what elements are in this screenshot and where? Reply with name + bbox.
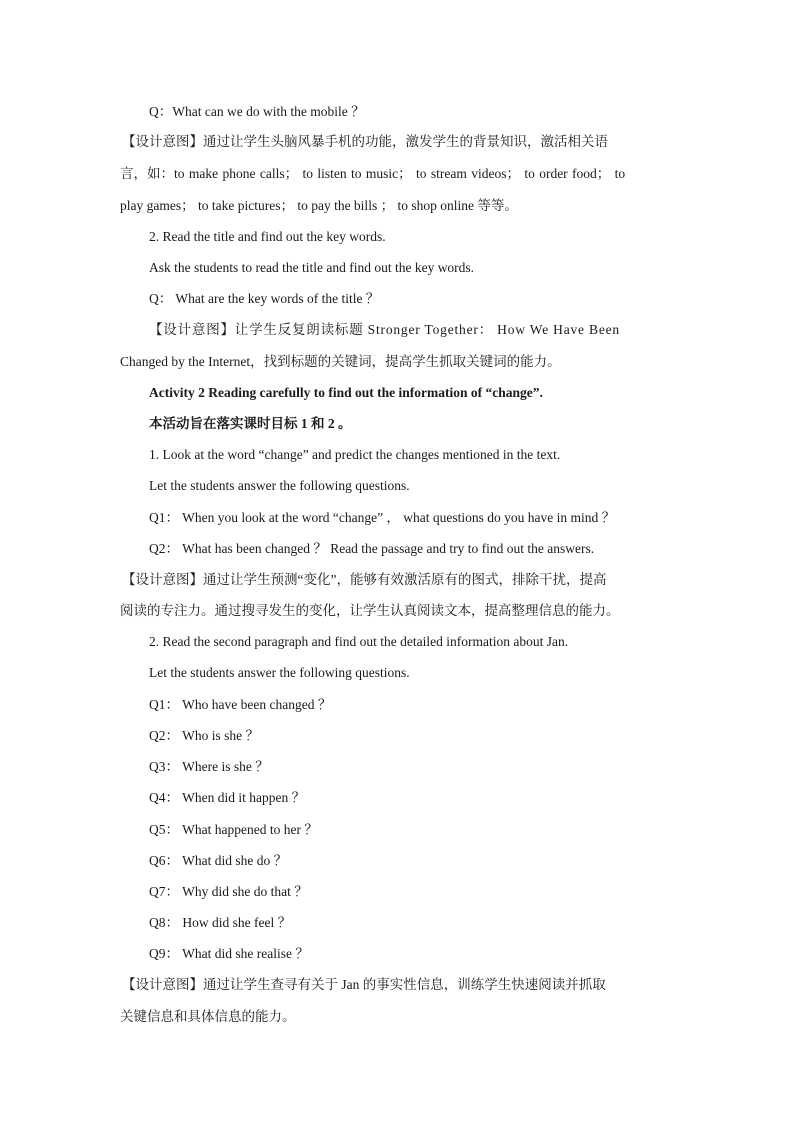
question-mobile: Q：What can we do with the mobile ？: [149, 104, 365, 119]
design-intent-4-line-1: 【设计意图】通过让学生查寻有关于 Jan 的事实性信息，训练学生快速阅读并抓取: [122, 977, 606, 992]
activity-2-goal: 本活动旨在落实课时目标 1 和 2 。: [149, 416, 352, 431]
question-jan-q8: Q8： How did she feel ？: [149, 915, 292, 930]
instruction-answer-2: Let the students answer the following questions.: [149, 665, 410, 680]
design-intent-1-line-1: 【设计意图】通过让学生头脑风暴手机的功能，激发学生的背景知识，激活相关语: [122, 134, 608, 149]
design-intent-1-line-3: play games； to take pictures； to pay the bills ； to shop online 等等。: [120, 198, 518, 213]
question-q1-change: Q1： When you look at the word “change” ， what questions do you have in mind ？: [149, 510, 616, 525]
step-2-read-title: 2. Read the title and find out the key words.: [149, 229, 386, 244]
question-jan-q6: Q6： What did she do ？: [149, 853, 288, 868]
question-key-words: Q： What are the key words of the title ？: [149, 291, 380, 306]
question-jan-q2: Q2： Who is she ？: [149, 728, 259, 743]
instruction-read-title: Ask the students to read the title and find out the key words.: [149, 260, 475, 275]
question-jan-q5: Q5： What happened to her ？: [149, 822, 318, 837]
question-jan-q1: Q1： Who have been changed ？: [149, 697, 332, 712]
step-2-second-paragraph: 2. Read the second paragraph and find out the detailed information about Jan.: [149, 634, 569, 649]
design-intent-3-line-1: 【设计意图】通过让学生预测“变化”，能够有效激活原有的图式，排除干扰，提高: [122, 572, 607, 587]
design-intent-3-line-2: 阅读的专注力。通过搜寻发生的变化，让学生认真阅读文本，提高整理信息的能力。: [120, 603, 620, 618]
design-intent-1-line-2: 言，如：to make phone calls； to listen to music； to stream videos； to order food； to: [120, 166, 626, 181]
design-intent-2-line-1: 【设计意图】让学生反复朗读标题 Stronger Together： How We Have Been: [149, 322, 620, 337]
instruction-answer-1: Let the students answer the following questions.: [149, 478, 410, 493]
question-jan-q9: Q9： What did she realise ？: [149, 946, 309, 961]
question-jan-q3: Q3： Where is she ？: [149, 759, 269, 774]
activity-2-heading: Activity 2 Reading carefully to find out the information of “change”.: [149, 385, 543, 400]
step-1-look-at-change: 1. Look at the word “change” and predict the changes mentioned in the text.: [149, 447, 561, 462]
design-intent-2-line-2: Changed by the Internet，找到标题的关键词，提高学生抓取关键词的能力。: [120, 354, 561, 369]
question-q2-changed: Q2： What has been changed ？ Read the passage and try to find out the answers.: [149, 541, 595, 556]
design-intent-4-line-2: 关键信息和具体信息的能力。: [120, 1009, 296, 1024]
question-jan-q7: Q7： Why did she do that ？: [149, 884, 308, 899]
question-jan-q4: Q4： When did it happen ？: [149, 790, 306, 805]
